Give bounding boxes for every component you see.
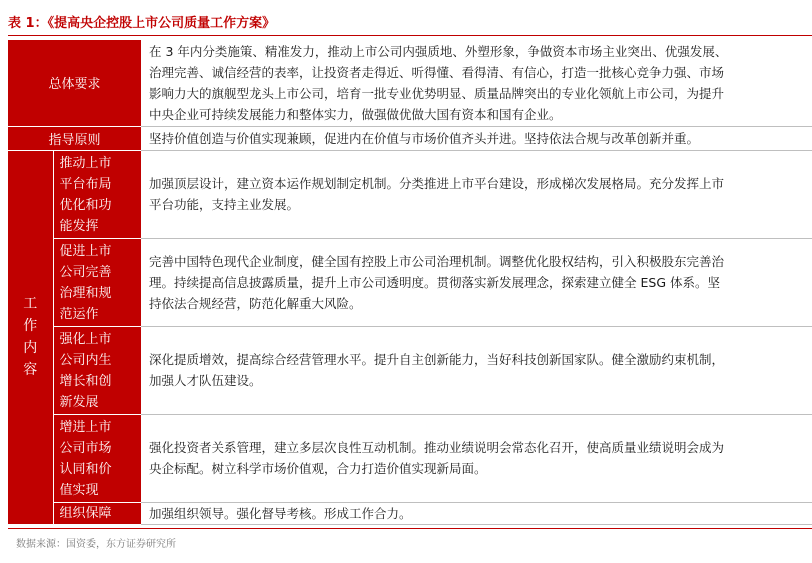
label-line: 公司市场: [59, 440, 112, 456]
content-line: 持依法合规经营，防范化解重大风险。: [149, 295, 362, 311]
content-line: 完善中国特色现代企业制度，健全国有控股上市公司治理机制。调整优化股权结构，引入积极股东完善治: [149, 253, 725, 269]
label-line: 强化上市: [59, 331, 112, 347]
title-divider: [8, 35, 812, 36]
source-note: 数据来源：国资委，东方证券研究所: [16, 539, 176, 550]
label-line: 能发挥: [59, 218, 99, 234]
overall-label: 总体要求: [8, 40, 141, 126]
content-line: 强化投资者关系管理，建立多层次良性互动机制。推动业绩说明会常态化召开，使高质量业绩说明会成为: [149, 440, 725, 455]
table-row: [8, 414, 812, 502]
label-line: 推动上市: [59, 155, 112, 171]
label-line: 平台布局: [59, 176, 112, 192]
policy-table: [8, 40, 812, 525]
overall-content: [141, 40, 812, 126]
label-line: 优化和功: [59, 197, 112, 213]
work-item-content: [141, 326, 812, 414]
vertical-char: 容: [23, 362, 38, 379]
vertical-char: 工: [23, 296, 38, 313]
content-line: 加强组织领导。强化督导考核。形成工作合力。: [149, 505, 412, 521]
table-row: [8, 502, 812, 524]
principle-content: [141, 126, 812, 150]
table-row: [8, 150, 812, 238]
table-title: 表 1：《提高央企控股上市公司质量工作方案》: [8, 16, 276, 31]
work-item-label: [53, 414, 141, 502]
content-line: 坚持价值创造与价值实现兼顾，促进内在价值与市场价值齐头并进。坚持依法合规与改革创新并重。: [149, 130, 700, 146]
content-line: 中央企业可持续发展能力和整体实力，做强做优做大国有资本和国有企业。: [149, 106, 562, 122]
label-line: 认同和价: [59, 461, 112, 477]
work-item-content: [141, 502, 812, 524]
vertical-char: 作: [23, 318, 38, 335]
work-item-label: [53, 326, 141, 414]
work-item-content: [141, 238, 812, 326]
work-item-label: [53, 150, 141, 238]
label-line: 范运作: [59, 306, 99, 322]
label-line: 增进上市: [59, 419, 112, 435]
content-line: 在 3 年内分类施策、精准发力，推动上市公司内强质地、外塑形象，争做资本市场主业突出、优强发展、: [149, 43, 728, 59]
source-divider: [8, 528, 812, 529]
principle-label: 指导原则: [8, 126, 141, 150]
label-line: 增长和创: [59, 373, 112, 389]
label-line: 公司内生: [59, 352, 112, 368]
content-line: 加强人才队伍建设。: [149, 373, 262, 388]
table-row: [8, 40, 812, 126]
content-line: 影响力大的旗舰型龙头上市公司，培育一批专业优势明显、质量品牌突出的专业化领航上市公司，为提升: [149, 85, 725, 101]
content-line: 深化提质增效，提高综合经营管理水平。提升自主创新能力，当好科技创新国家队。健全激励约束机制，: [149, 352, 725, 367]
label-line: 新发展: [59, 394, 99, 410]
content-line: 治理完善、诚信经营的表率，让投资者走得近、听得懂、看得清、有信心，打造一批核心竞争力强、市场: [149, 64, 725, 80]
content-line: 央企标配。树立科学市场价值观，合力打造价值实现新局面。: [149, 461, 487, 476]
vertical-char: 内: [23, 340, 38, 357]
work-item-content: [141, 150, 812, 238]
work-item-content: [141, 414, 812, 502]
work-item-label: [53, 238, 141, 326]
table-row: [8, 238, 812, 326]
table-row: [8, 326, 812, 414]
table-row: [8, 126, 812, 150]
content-line: 平台功能，支持主业发展。: [149, 197, 300, 212]
label-line: 治理和规: [59, 285, 112, 301]
work-content-label: [8, 150, 53, 524]
label-line: 公司完善: [59, 264, 112, 280]
content-line: 理。持续提高信息披露质量，提升上市公司透明度。贯彻落实新发展理念，探索建立健全 ESG 体系。坚: [149, 274, 720, 290]
label-line: 促进上市: [59, 243, 112, 259]
work-item-label: [53, 502, 141, 524]
label-line: 值实现: [59, 482, 99, 498]
label-line: 组织保障: [59, 505, 112, 521]
content-line: 加强顶层设计，建立资本运作规划制定机制。分类推进上市平台建设，形成梯次发展格局。充分发挥上市: [149, 176, 725, 191]
